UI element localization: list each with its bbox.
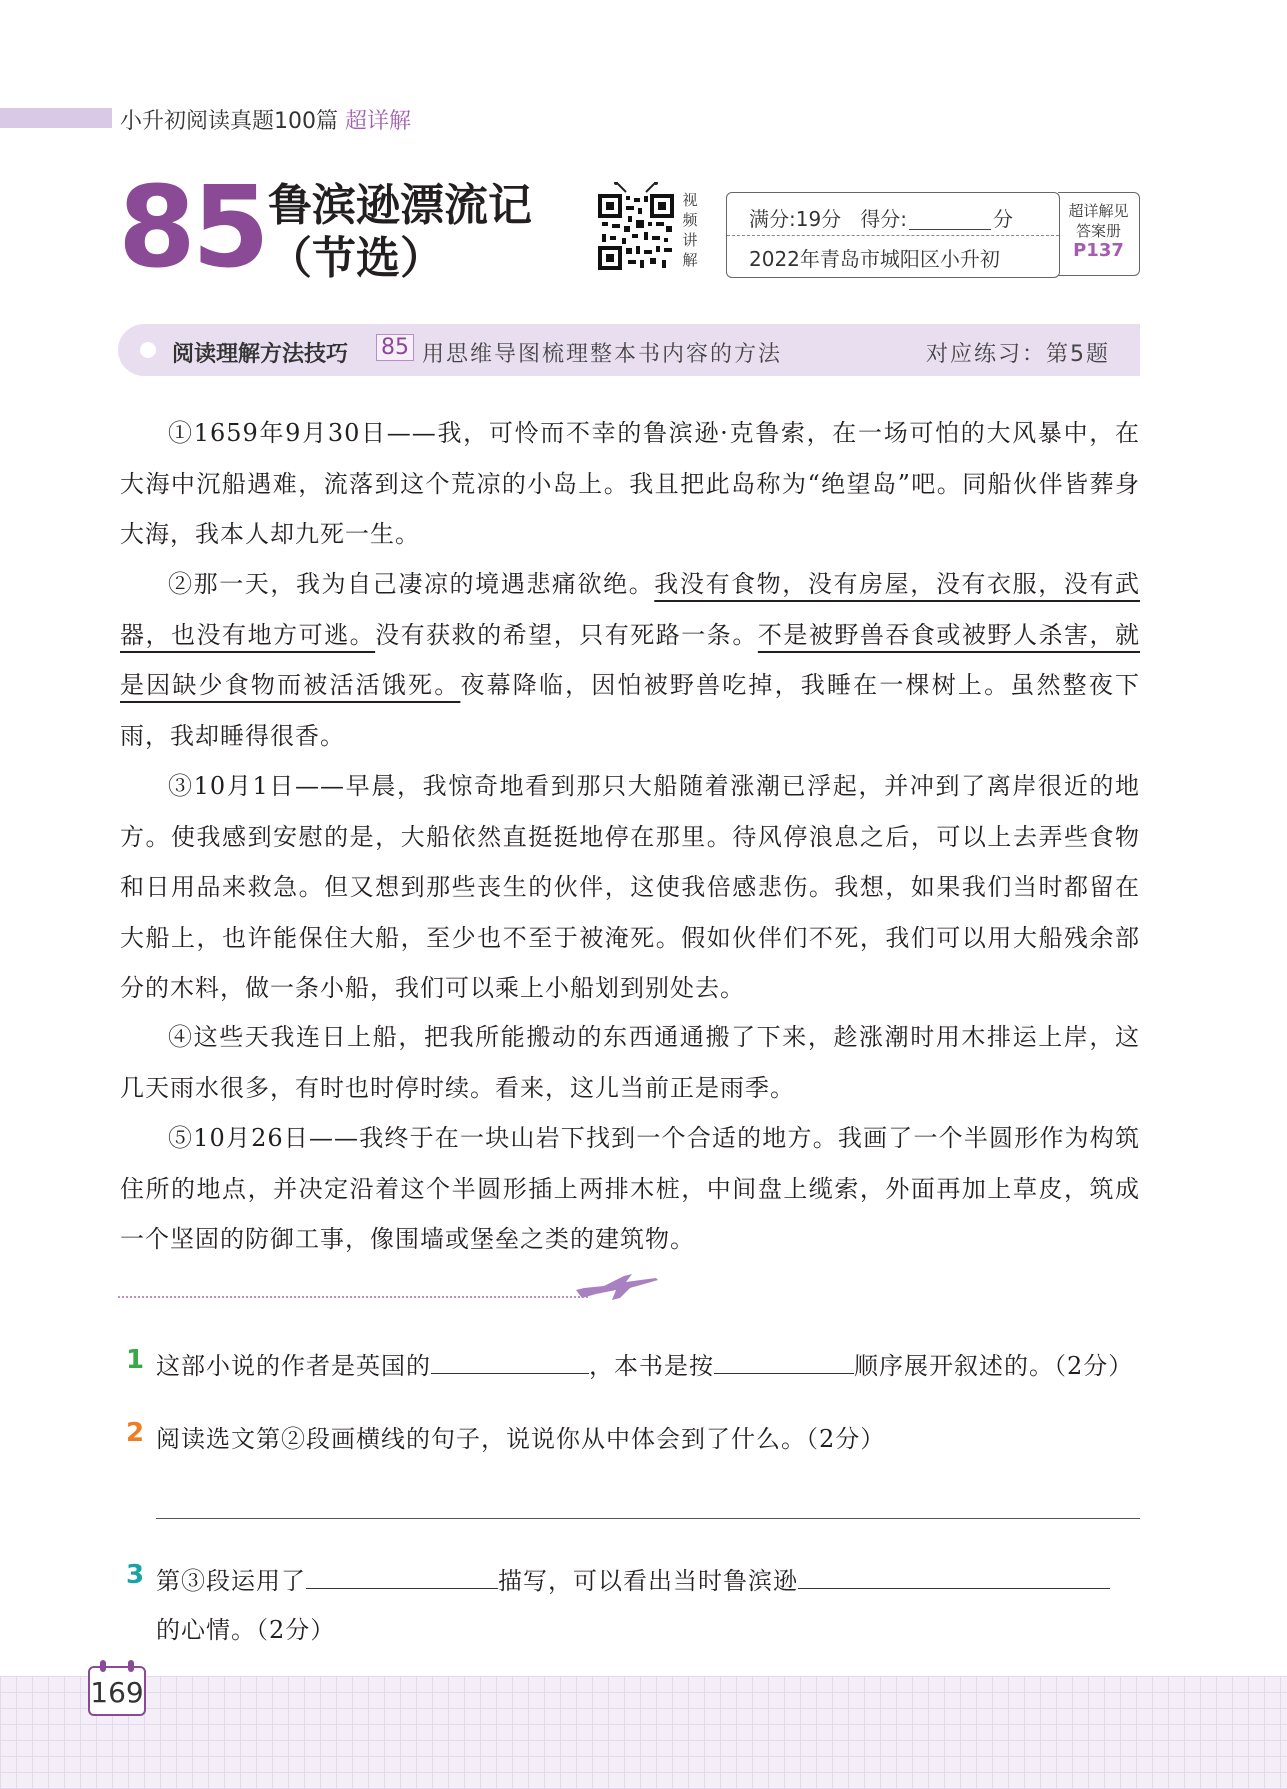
bullet-dot-icon (140, 342, 156, 358)
lesson-number: 85 (118, 163, 266, 293)
series-accent: 超详解 (345, 109, 412, 134)
page-number: 169 (90, 1676, 144, 1709)
question-2-answer-line[interactable] (156, 1518, 1140, 1519)
answer-reference-tag: 超详解见 答案册 P137 (1058, 192, 1140, 276)
score-line (749, 203, 1013, 232)
paragraph-2-end: 夜幕降临，因怕被野兽吃掉，我睡在一棵树上。虽然整夜下雨，我却睡得很香。 (120, 671, 1141, 750)
method-number: 85 (376, 334, 414, 361)
method-text: 用思维导图梳理整本书内容的方法 (422, 342, 783, 367)
lesson-title-line1: 鲁滨逊漂流记 (268, 180, 532, 231)
question-1-blank-1[interactable] (431, 1349, 589, 1374)
method-label: 阅读理解方法技巧 (172, 342, 349, 367)
paragraph-3: ③10月1日——早晨，我惊奇地看到那只大船随着涨潮已浮起，并冲到了离岸很近的地方。使我感到安慰的是，大船依然直挺挺地停在那里。待风停浪息之后，可以上去弄些食物和日用品来救急。但又想到那些丧生的伙伴，这使我倍感悲伤。我想，如果我们当时都留在大船上，也许能保住大船，至少也不至于被淹死。假如伙伴们不死，我们可以用大船残余部分的木料，做一条小船，我们可以乘上小船划到别处去。 (120, 772, 1140, 1002)
header-accent-bar (0, 108, 112, 128)
section-divider (118, 1296, 588, 1298)
paragraph-4: ④这些天我连日上船，把我所能搬动的东西通通搬了下来，趁涨潮时用木排运上岸，这几天雨水很多，有时也时停时续。看来，这儿当前正是雨季。 (120, 1023, 1140, 1102)
score-label: 得分: (860, 207, 908, 231)
question-3-blank-2[interactable] (798, 1564, 1110, 1589)
score-input-blank[interactable] (909, 211, 991, 230)
question-2-text: 阅读选文第②段画横线的句子，说说你从中体会到了什么。（2分） (156, 1425, 886, 1453)
answer-page: P137 (1073, 240, 1124, 261)
question-1-text: 这部小说的作者是英国的 ，本书是按 顺序展开叙述的。（2分） (156, 1346, 1133, 1381)
underlined-sentence-2: 不是被野兽吞食或被野人杀害，就是因缺少食物而被活活饿死。 (120, 620, 1141, 699)
question-3-number: 3 (126, 1560, 145, 1590)
method-band (118, 324, 1140, 376)
question-3-blank-1[interactable] (306, 1564, 498, 1589)
lesson-title-line2: （节选） (268, 232, 444, 284)
paragraph-1: ①1659年9月30日——我，可怜而不幸的鲁滨逊·克鲁索，在一场可怕的大风暴中，在大海中沉船遇难，流落到这个荒凉的小岛上。我且把此岛称为“绝望岛”吧。同船伙伴皆葬身大海，我本人却九死一生。 (120, 419, 1140, 548)
question-3-text-line2: 的心情。（2分） (156, 1616, 336, 1644)
score-box (726, 192, 1060, 278)
video-explanation-label: 视 频 讲 解 (682, 191, 698, 269)
full-score: 满分:19分 (749, 207, 842, 231)
score-unit: 分 (993, 207, 1014, 231)
question-3-text: 第③段运用了 描写，可以看出当时鲁滨逊 (156, 1561, 1110, 1596)
series-title (120, 104, 411, 135)
question-1-blank-2[interactable] (714, 1349, 854, 1374)
page-number-calendar-icon (88, 1666, 146, 1716)
paragraph-2-middle: 没有获救的希望，只有死路一条。 (375, 620, 758, 649)
paragraph-5: ⑤10月26日——我终于在一块山岩下找到一个合适的地方。我画了一个半圆形作为构筑住所的地点，并决定沿着这个半圆形插上两排木桩，中间盘上缆索，外面再加上草皮，筑成一个坚固的防御工事，像围墙或堡垒之类的建筑物。 (120, 1124, 1140, 1253)
paragraph-2 (120, 559, 1140, 761)
series-name: 小升初阅读真题100篇 (120, 109, 338, 134)
score-divider (727, 235, 1059, 236)
method-practice: 对应练习：第5题 (926, 342, 1110, 367)
airplane-icon (574, 1268, 660, 1304)
paragraph-2-intro: ②那一天，我为自己凄凉的境遇悲痛欲绝。 (168, 570, 655, 598)
lesson-title (268, 180, 532, 286)
exam-source: 2022年青岛市城阳区小升初 (749, 247, 1000, 271)
footer-grid-band (0, 1676, 1287, 1789)
question-1-number: 1 (126, 1345, 145, 1375)
qr-code-icon[interactable] (598, 182, 674, 272)
underlined-sentence-1: 我没有食物，没有房屋，没有衣服，没有武器，也没有地方可逃。 (120, 570, 1140, 649)
question-2-number: 2 (126, 1418, 145, 1448)
